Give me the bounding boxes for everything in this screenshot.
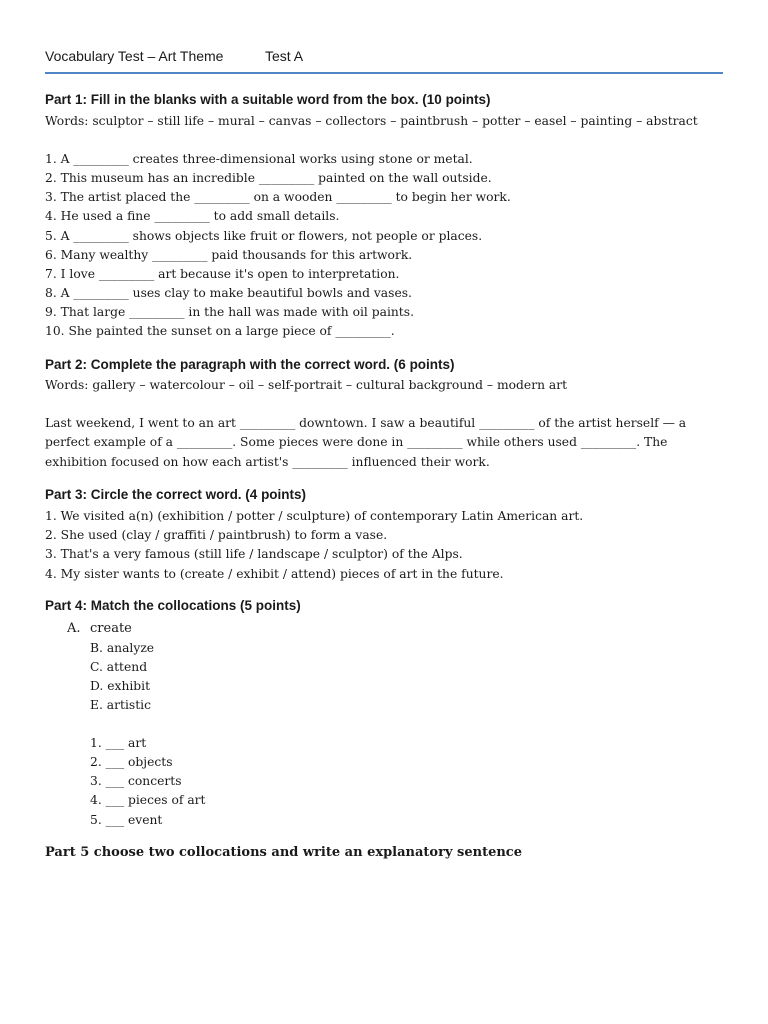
part1-item: 3. The artist placed the _________ on a wooden _________ to begin her work.: [45, 190, 511, 204]
part4-heading: Part 4: Match the collocations (5 points): [45, 598, 301, 613]
part1-heading: Part 1: Fill in the blanks with a suitable word from the box. (10 points): [45, 92, 491, 107]
part1-item: 9. That large _________ in the hall was made with oil paints.: [45, 305, 414, 319]
match-number-item: 5. ___ event: [90, 813, 163, 827]
test-label: Test A: [265, 48, 304, 64]
part2-paragraph: Last weekend, I went to an art _________ downtown. I saw a beautiful _________ of the artist herself — a perfect example of a _________. Some pieces were done in _________ while others used _________. The exhibition focused on how each artist's _________ influenced their work.: [45, 416, 687, 469]
part1-item: 4. He used a fine _________ to add small details.: [45, 209, 340, 223]
part1-item: 2. This museum has an incredible _________ painted on the wall outside.: [45, 171, 492, 185]
part1-item: 7. I love _________ art because it's open to interpretation.: [45, 267, 400, 281]
document-header: [45, 44, 723, 74]
match-number-item: 1. ___ art: [90, 736, 147, 750]
match-letter: A.: [67, 621, 81, 636]
part1-item: 1. A _________ creates three-dimensional works using stone or metal.: [45, 152, 473, 166]
part1-item: 8. A _________ uses clay to make beautiful bowls and vases.: [45, 286, 412, 300]
match-letter-item: D. exhibit: [90, 679, 151, 693]
part3-item: 3. That's a very famous (still life / landscape / sculptor) of the Alps.: [45, 547, 463, 561]
part2-word-box: Words: gallery – watercolour – oil – self-portrait – cultural background – modern art: [45, 378, 568, 392]
part3-item: 1. We visited a(n) (exhibition / potter / sculpture) of contemporary Latin American art.: [45, 509, 584, 523]
match-word: create: [90, 621, 132, 636]
match-number-item: 4. ___ pieces of art: [90, 793, 206, 807]
part1-item: 10. She painted the sunset on a large piece of _________.: [45, 324, 395, 338]
part1-item: 6. Many wealthy _________ paid thousands for this artwork.: [45, 248, 413, 262]
part3-item: 4. My sister wants to (create / exhibit / attend) pieces of art in the future.: [45, 567, 504, 581]
match-letter-item: C. attend: [90, 660, 148, 674]
part5-heading: Part 5 choose two collocations and write an explanatory sentence: [45, 845, 522, 860]
document-title: Vocabulary Test – Art Theme: [45, 48, 224, 64]
match-letter-item: E. artistic: [90, 698, 151, 712]
part2-heading: Part 2: Complete the paragraph with the correct word. (6 points): [45, 357, 455, 372]
part3-heading: Part 3: Circle the correct word. (4 points): [45, 487, 307, 502]
match-number-item: 2. ___ objects: [90, 755, 173, 769]
match-letter-item: B. analyze: [90, 641, 155, 655]
part3-item: 2. She used (clay / graffiti / paintbrush) to form a vase.: [45, 528, 388, 542]
part1-word-box: Words: sculptor – still life – mural – canvas – collectors – paintbrush – potter – easel – painting – abstract: [45, 114, 698, 128]
match-letter-item: [67, 621, 132, 636]
match-number-item: 3. ___ concerts: [90, 774, 182, 788]
part1-item: 5. A _________ shows objects like fruit or flowers, not people or places.: [45, 229, 483, 243]
